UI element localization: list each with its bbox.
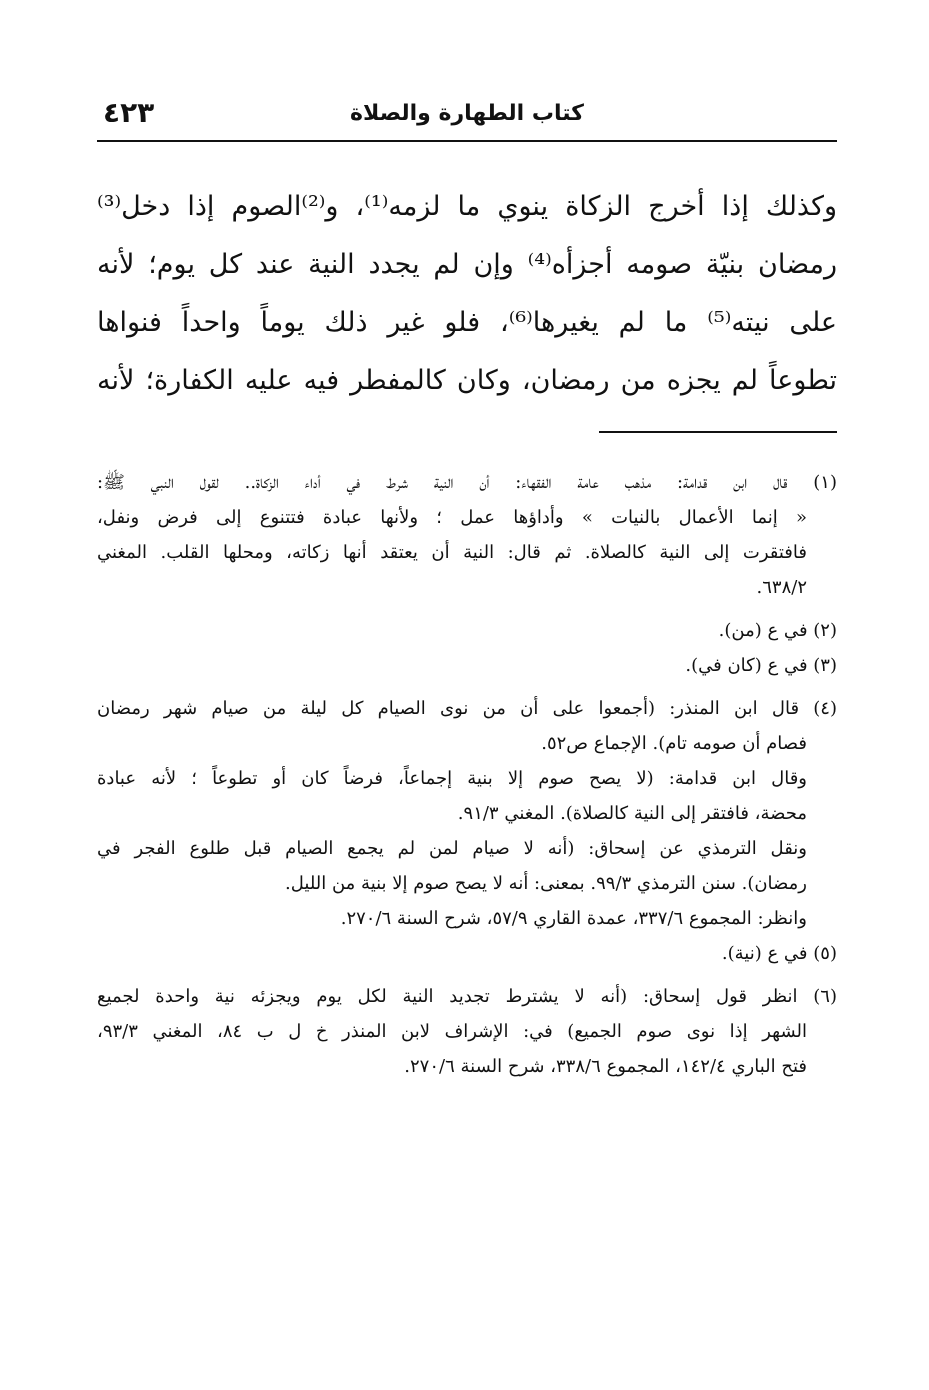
- footnote-line: محضة، فافتقر إلى النية كالصلاة). المغني ٩١/٣.: [457, 803, 807, 824]
- main-text: [97, 178, 837, 410]
- footnote-line: فصام أن صومه تام). الإجماع ص٥٢.: [541, 733, 807, 754]
- footnote-line: الشهر إذا نوى صوم الجميع) في: الإشراف لابن المنذر خ ل ب ٨٤، المغني ٩٣/٣،: [97, 1021, 807, 1042]
- footnote-line: وقال ابن قدامة: (لا يصح صوم إلا بنية إجماعاً، فرضاً كان أو تطوعاً ؛ لأنه عبادة: [97, 768, 807, 789]
- footnote-6: [97, 979, 837, 1084]
- footnote-line: وانظر: المجموع ٣٣٧/٦، عمدة القاري ٥٧/٩، شرح السنة ٢٧٠/٦.: [340, 908, 807, 929]
- page-number: ٤٢٣: [103, 96, 155, 129]
- footnote-line: فتح الباري ١٤٢/٤، المجموع ٣٣٨/٦، شرح السنة ٢٧٠/٦.: [404, 1056, 807, 1077]
- footnotes: [97, 465, 837, 1084]
- footnote-line: ونقل الترمذي عن إسحاق: (أنه لا صيام لمن لم يجمع الصيام قبل طلوع الفجر في: [97, 838, 807, 859]
- footnote-5: [97, 936, 837, 971]
- footnote-separator: [599, 431, 837, 433]
- footnote-line: رمضان). سنن الترمذي ٩٩/٣. بمعنى: أنه لا يصح صوم إلا بنية من الليل.: [285, 873, 807, 894]
- running-title: كتاب الطهارة والصلاة: [350, 101, 584, 126]
- page-header: [97, 92, 837, 142]
- footnote-line: (٦) انظر قول إسحاق: (أنه لا يشترط تجديد النية لكل يوم ويجزئه نية واحدة لجميع: [97, 986, 837, 1007]
- footnote-3: [97, 648, 837, 683]
- footnote-4: [97, 691, 837, 936]
- footnote-line: (٤) قال ابن المنذر: (أجمعوا على أن من نوى الصيام كل ليلة من صيام شهر رمضان: [97, 698, 837, 719]
- main-text-line: وكذلك إذا أخرج الزكاة ينوي ما لزمه⁽¹⁾، و⁽²⁾الصوم إذا دخل⁽³⁾: [97, 191, 837, 222]
- main-text-line: على نيته⁽⁵⁾ ما لم يغيرها⁽⁶⁾، فلو غير ذلك يوماً واحداً فنواها: [97, 307, 837, 338]
- main-text-line: رمضان بنيّة صومه أجزأه⁽⁴⁾ وإن لم يجدد النية عند كل يوم؛ لأنه: [97, 249, 837, 280]
- footnote-line: ٦٣٨/٢.: [756, 577, 807, 598]
- footnote-line: (٢) في ع (من).: [718, 620, 837, 641]
- main-text-line: تطوعاً لم يجزه من رمضان، وكان كالمفطر فيه عليه الكفارة؛ لأنه: [97, 365, 837, 396]
- footnote-line: (١) قال ابن قدامة: مذهب عامة الفقهاء: أن النية شرط في أداء الزكاة.. لقول النبي ﷺ:: [97, 472, 837, 493]
- footnote-line: (٣) في ع (كان في).: [685, 655, 837, 676]
- footnote-line: (٥) في ع (نية).: [721, 943, 837, 964]
- footnote-line: فافتقرت إلى النية كالصلاة. ثم قال: النية أن يعتقد أنها زكاته، ومحلها القلب. المغني: [97, 542, 807, 563]
- footnote-1: [97, 465, 837, 605]
- footnote-line: « إنما الأعمال بالنيات » وأداؤها عمل ؛ ولأنها عبادة فتتنوع إلى فرض ونفل،: [97, 507, 807, 528]
- footnote-2: [97, 613, 837, 648]
